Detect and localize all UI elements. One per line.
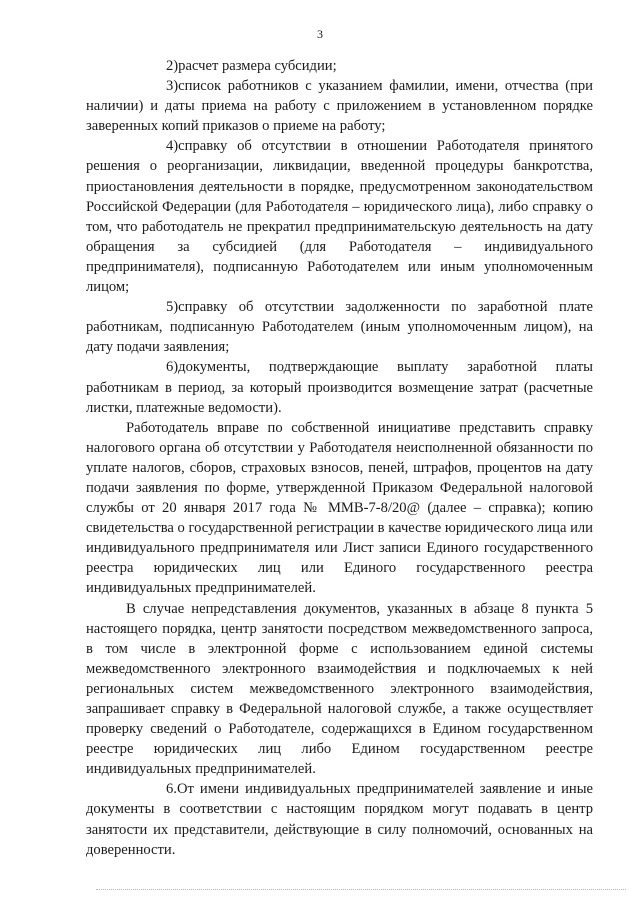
- item-number: 4): [166, 138, 179, 155]
- paragraph-text: справку об отсутствии в отношении Работодателя принятого решения о реорганизации, ликвидации, введенной процедуры банкротства, приостановления деятельности в порядке, предусмотренном законодательством Российской Федерации (для Работодателя – юридического лица), либо справку о том, что работодатель не прекратил предпринимательскую деятельность на дату обращения за субсидией (для Работодателя – индивидуального предпринимателя), подписанную Работодателем или иным уполномоченным лицом;: [86, 138, 593, 296]
- document-body: [86, 56, 593, 860]
- paragraph-text: расчет размера субсидии;: [178, 58, 337, 74]
- paragraph-item-4: [86, 136, 593, 297]
- paragraph-text: Работодатель вправе по собственной инициативе представить справку налогового органа об отсутствии у Работодателя неисполненной обязанности по уплате налогов, сборов, страховых взносов, пеней, штрафов, процентов на дату подачи заявления по форме, утвержденной Приказом Федеральной налоговой службы от 20 января 2017 года № ММВ-7-8/20@ (далее – справка); копию свидетельства о государственной регистрации в качестве юридического лица или индивидуального предпринимателя или Лист записи Единого государственного реестра юридических лиц или Единого государственного реестра индивидуальных предпринимателей.: [86, 419, 593, 597]
- paragraph-text: документы, подтверждающие выплату заработной платы работникам в период, за который производится возмещение затрат (расчетные листки, платежные ведомости).: [86, 359, 593, 416]
- paragraph-text: В случае непредставления документов, указанных в абзаце 8 пункта 5 настоящего порядка, центр занятости посредством межведомственного запроса, в том числе в электронной форме с использованием единой системы межведомственного электронного взаимодействия и подключаемых к ней региональных систем межведомственного электронного взаимодействия, запрашивает справку в Федеральной налоговой службе, а также осуществляет проверку сведений о Работодателе, содержащихся в Едином государственном реестре юридических лиц либо Едином государственном реестре индивидуальных предпринимателей.: [86, 600, 593, 778]
- paragraph-item-6: [86, 357, 593, 417]
- paragraph-item-3: [86, 76, 593, 136]
- page-number: 3: [317, 27, 323, 41]
- paragraph-tax-certificate: [86, 418, 593, 599]
- item-number: 2): [166, 58, 179, 74]
- paragraph-text: список работников с указанием фамилии, имени, отчества (при наличии) и даты приема на работу с приложением в установленном порядке заверенных копий приказов о приеме на работу;: [86, 78, 593, 135]
- paragraph-item-5: [86, 297, 593, 357]
- paragraph-interagency-request: [86, 599, 593, 780]
- item-number: 6.: [166, 781, 177, 798]
- scan-artifact-line: [96, 889, 626, 891]
- item-number: 3): [166, 78, 179, 95]
- item-number: 5): [166, 299, 179, 316]
- paragraph-section-6: [86, 779, 593, 859]
- paragraph-item-2: [86, 56, 593, 76]
- item-number: 6): [166, 359, 179, 376]
- paragraph-text: справку об отсутствии задолженности по заработной плате работникам, подписанную Работодателем (иным уполномоченным лицом), на дату подачи заявления;: [86, 299, 593, 356]
- paragraph-text: От имени индивидуальных предпринимателей заявление и иные документы в соответствии с настоящим порядком могут подавать в центр занятости их представители, действующие в силу полномочий, основанных на доверенности.: [86, 781, 593, 858]
